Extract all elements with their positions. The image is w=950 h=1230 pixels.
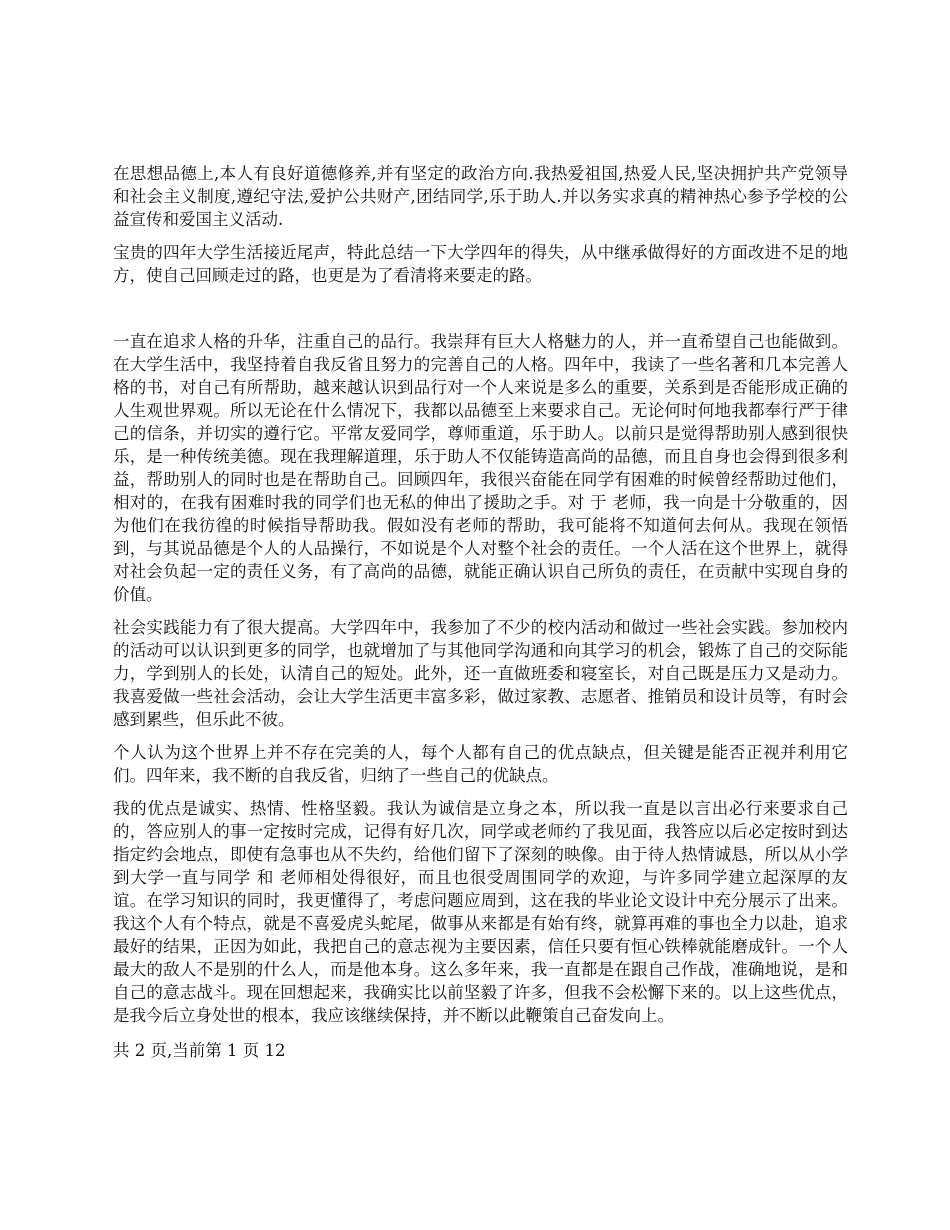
page-footer: 共 2 页,当前第 1 页 12 <box>113 1041 286 1060</box>
document-page <box>113 162 848 1062</box>
paragraph-spacer <box>113 297 848 330</box>
paragraph-social-practice: 社会实践能力有了很大提高。大学四年中，我参加了不少的校内活动和做过一些社会实践。参加校内的活动可以认识到更多的同学，也就增加了与其他同学沟通和向其学习的机会，锻炼了自己的交际能力，学到别人的长处，认清自己的短处。此外，还一直做班委和寝室长，对自己既是压力又是动力。我喜爱做一些社会活动，会让大学生活更丰富多彩，做过家教、志愿者、推销员和设计员等，有时会感到累些，但乐此不彼。 <box>113 618 848 729</box>
paragraph-strengths: 我的优点是诚实、热情、性格坚毅。我认为诚信是立身之本，所以我一直是以言出必行来要求自己的，答应别人的事一定按时完成，记得有好几次，同学或老师约了我见面，我答应以后必定按时到达指定约会地点，即使有急事也从不失约，给他们留下了深刻的映像。由于待人热情诚恳，所以从小学到大学一直与同学 和 老师相处得很好，而且也很受周围同学的欢迎，与许多同学建立起深厚的友谊。在学习知识的同时，我更懂得了，考虑问题应周到，这在我的毕业论文设计中充分展示了出来。我这个人有个特点，就是不喜爱虎头蛇尾，做事从来都是有始有终，就算再难的事也全力以赴，追求最好的结果，正因为如此，我把自己的意志视为主要因素，信任只要有恒心铁棒就能磨成针。一个人最大的敌人不是别的什么人，而是他本身。这么多年来，我一直都是在跟自己作战，准确地说，是和自己的意志战斗。现在回想起来，我确实比以前坚毅了许多，但我不会松懈下来的。以上这些优点，是我今后立身处世的根本，我应该继续保持，并不断以此鞭策自己奋发向上。 <box>113 799 848 1025</box>
paragraph-intro: 宝贵的四年大学生活接近尾声，特此总结一下大学四年的得失，从中继承做得好的方面改进不足的地方，使自己回顾走过的路，也更是为了看清将来要走的路。 <box>113 243 848 285</box>
paragraph-self-reflection: 个人认为这个世界上并不存在完美的人，每个人都有自己的优点缺点，但关键是能否正视并利用它们。四年来，我不断的自我反省，归纳了一些自己的优缺点。 <box>113 743 848 785</box>
paragraph-moral-character: 在思想品德上,本人有良好道德修养,并有坚定的政治方向.我热爱祖国,热爱人民,坚决拥护共产党领导和社会主义制度,遵纪守法,爱护公共财产,团结同学,乐于助人.并以务实求真的精神热心参予学校的公益宣传和爱国主义活动. <box>113 164 848 229</box>
paragraph-personality: 一直在追求人格的升华，注重自己的品行。我崇拜有巨大人格魅力的人，并一直希望自己也能做到。在大学生活中，我坚持着自我反省且努力的完善自己的人格。四年中，我读了一些名著和几本完善人格的书，对自己有所帮助，越来越认识到品行对一个人来说是多么的重要，关系到是否能形成正确的人生观世界观。所以无论在什么情况下，我都以品德至上来要求自己。无论何时何地我都奉行严于律己的信条，并切实的遵行它。平常友爱同学，尊师重道，乐于助人。以前只是觉得帮助别人感到很快乐，是一种传统美德。现在我理解道理，乐于助人不仅能铸造高尚的品德，而且自身也会得到很多利益，帮助别人的同时也是在帮助自己。回顾四年，我很兴奋能在同学有困难的时候曾经帮助过他们，相对的，在我有困难时我的同学们也无私的伸出了援助之手。对 于 老师，我一向是十分敬重的，因为他们在我彷徨的时候指导帮助我。假如没有老师的帮助，我可能将不知道何去何从。我现在领悟到，与其说品德是个人的人品操行，不如说是个人对整个社会的责任。一个人活在这个世界上，就得对社会负起一定的责任义务，有了高尚的品德，就能正确认识自己所负的责任，在贡献中实现自身的价值。 <box>113 332 848 604</box>
